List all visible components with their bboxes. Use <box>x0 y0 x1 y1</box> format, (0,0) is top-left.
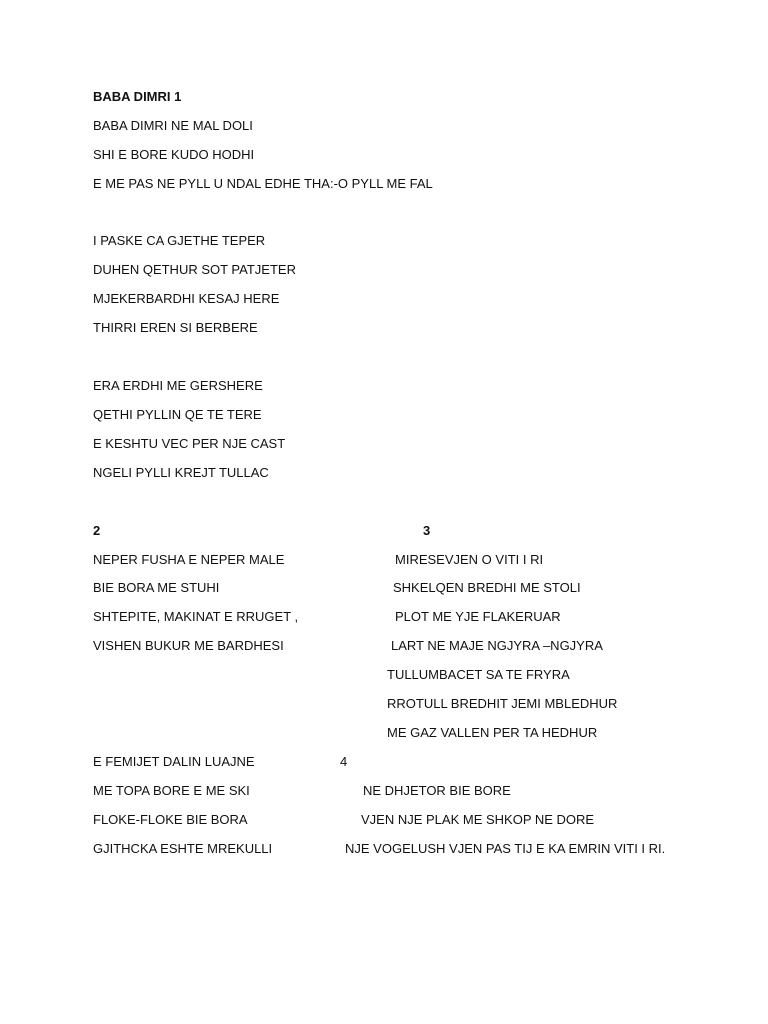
poem-line: FLOKE-FLOKE BIE BORA <box>93 812 248 827</box>
poem-line: VISHEN BUKUR ME BARDHESI <box>93 638 284 653</box>
poem-line: E ME PAS NE PYLL U NDAL EDHE THA:-O PYLL ME FAL <box>93 176 433 191</box>
poem-line: LART NE MAJE NGJYRA –NGJYRA <box>391 638 603 653</box>
section-number: 2 <box>93 523 101 538</box>
poem-line: SHKELQEN BREDHI ME STOLI <box>393 580 581 595</box>
poem-line: NEPER FUSHA E NEPER MALE <box>93 552 285 567</box>
poem-line: ERA ERDHI ME GERSHERE <box>93 378 263 393</box>
poem-line: E KESHTU VEC PER NJE CAST <box>93 436 286 451</box>
poem-line: ME TOPA BORE E ME SKI <box>93 783 250 798</box>
poem-line: QETHI PYLLIN QE TE TERE <box>93 407 262 422</box>
poem-line: DUHEN QETHUR SOT PATJETER <box>93 262 296 277</box>
poem-line: VJEN NJE PLAK ME SHKOP NE DORE <box>361 812 595 827</box>
poem-line: PLOT ME YJE FLAKERUAR <box>395 609 561 624</box>
poem-line: GJITHCKA ESHTE MREKULLI <box>93 841 273 856</box>
poem-line: BABA DIMRI NE MAL DOLI <box>93 118 253 133</box>
poem-line: ME GAZ VALLEN PER TA HEDHUR <box>387 725 598 740</box>
poem-line: MIRESEVJEN O VITI I RI <box>395 552 544 567</box>
poem-line: SHI E BORE KUDO HODHI <box>93 147 255 162</box>
poem-line: E FEMIJET DALIN LUAJNE <box>93 754 255 769</box>
poem-line: SHTEPITE, MAKINAT E RRUGET , <box>93 609 299 624</box>
poem-line: RROTULL BREDHIT JEMI MBLEDHUR <box>387 696 618 711</box>
poem-line: I PASKE CA GJETHE TEPER <box>93 233 266 248</box>
poem-line: THIRRI EREN SI BERBERE <box>93 320 258 335</box>
poem-line: BIE BORA ME STUHI <box>93 580 220 595</box>
poem-line: NE DHJETOR BIE BORE <box>363 783 511 798</box>
poem-title: BABA DIMRI 1 <box>93 89 182 104</box>
poem-line: NJE VOGELUSH VJEN PAS TIJ E KA EMRIN VITI I RI. <box>345 841 666 856</box>
poem-line: MJEKERBARDHI KESAJ HERE <box>93 291 280 306</box>
section-number: 4 <box>340 754 348 769</box>
poem-line: NGELI PYLLI KREJT TULLAC <box>93 465 269 480</box>
section-number: 3 <box>423 523 431 538</box>
poem-line: TULLUMBACET SA TE FRYRA <box>387 667 570 682</box>
